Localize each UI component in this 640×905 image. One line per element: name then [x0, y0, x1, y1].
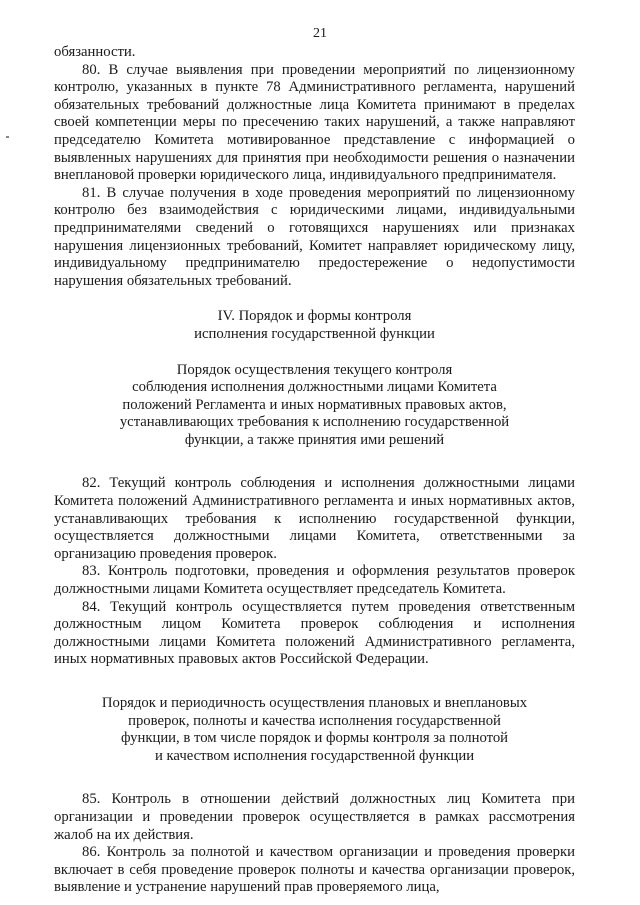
subsection-1-line-2: соблюдения исполнения должностными лицами Комитета [132, 379, 497, 396]
paragraph-82: 82. Текущий контроль соблюдения и исполнения должностными лицами Комитета положений Административного регламента и иных нормативных актов, устанавливающих требования к исполнению государственной функции, осуществляется должностными лицами Комитета, ответственными за организацию проведения проверок. [54, 475, 575, 562]
spacer [54, 449, 575, 475]
paragraph-86: 86. Контроль за полнотой и качеством организации и проведения проверки включает в себя проведение проверок полноты и качества организации проверок, выявление и устранение нарушений прав проверяемого лица, [54, 844, 575, 896]
paragraph-84: 84. Текущий контроль осуществляется путем проведения ответственным должностным лицом Комитета проверок соблюдения и исполнения должностными лицами Комитета положений Административного регламента, иных нормативных правовых актов Российской Федерации. [54, 598, 575, 668]
subsection-1-line-4: устанавливающих требования к исполнению государственной [119, 414, 510, 431]
paragraph-80: 80. В случае выявления при проведении мероприятий по лицензионному контролю, указанных в пункте 78 Административного регламента, нарушений обязательных требований должностные лица Комитета принимают в пределах своей компетенции меры по пресечению таких нарушений, а также направляют председателю Комитета мотивированное представление с информацией о выявленных нарушениях для принятия при необходимости решения о назначении внеплановой проверки юридического лица, индивидуального предпринимателя. [54, 61, 575, 184]
subsection-1-line-5: функции, а также принятия ими решений [184, 431, 445, 448]
spacer [54, 290, 575, 308]
document-body [54, 44, 575, 897]
subsection-1-line-1: Порядок осуществления текущего контроля [176, 361, 453, 378]
spacer [54, 344, 575, 362]
subsection-2-line-4: и качеством исполнения государственной функции [154, 747, 475, 764]
paragraph-81: 81. В случае получения в ходе проведения мероприятий по лицензионному контролю без взаимодействия с юридическими лицами, индивидуальными предпринимателями сведений о готовящихся нарушениях или признаках нарушения лицензионных требований, Комитет направляет юридическому лицу, индивидуальному предпринимателю предостережение о недопустимости нарушения обязательных требований. [54, 184, 575, 289]
subsection-2-line-3: функции, в том числе порядок и формы контроля за полнотой [120, 730, 509, 747]
section-heading-line-2: исполнения государственной функции [194, 325, 435, 342]
spacer [54, 669, 575, 695]
paragraph-continuation: обязанности. [54, 44, 136, 60]
subsection-2-line-1: Порядок и периодичность осуществления плановых и внеплановых [101, 695, 528, 711]
subsection-1-line-3: положений Регламента и иных нормативных правовых актов, [122, 396, 507, 413]
margin-mark [6, 136, 9, 138]
spacer [54, 765, 575, 791]
page-number: 21 [313, 26, 327, 41]
section-heading-line-1: IV. Порядок и формы контроля [217, 308, 412, 325]
subsection-2-line-2: проверок, полноты и качества исполнения государственной [128, 712, 501, 729]
paragraph-85: 85. Контроль в отношении действий должностных лиц Комитета при организации и проведении проверок осуществляется в рамках рассмотрения жалоб на их действия. [54, 791, 575, 843]
paragraph-83: 83. Контроль подготовки, проведения и оформления результатов проверок должностными лицами Комитета осуществляет председатель Комитета. [54, 563, 575, 598]
